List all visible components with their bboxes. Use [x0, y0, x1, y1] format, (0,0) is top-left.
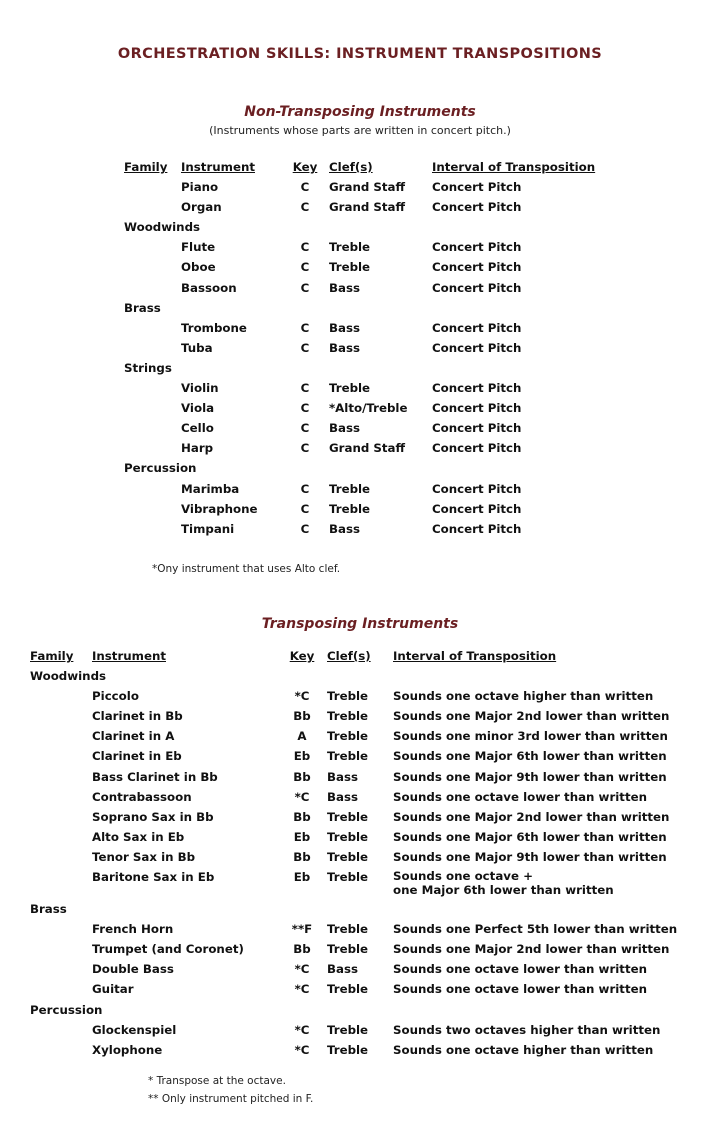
non-transposing-heading: Non-Transposing Instruments — [244, 104, 476, 120]
table-row — [30, 746, 690, 766]
instrument-cell: Clarinet in Bb — [92, 709, 183, 724]
family-label: Percussion — [30, 1002, 103, 1017]
key-cell: Bb — [293, 809, 311, 824]
family-label: Strings — [124, 360, 172, 375]
interval-cell: Concert Pitch — [432, 260, 522, 275]
family-cell — [124, 197, 181, 217]
interval-cell: Sounds one octave higher than written — [393, 1042, 654, 1057]
family-cell — [124, 418, 181, 438]
table-row — [30, 979, 690, 999]
col-header-key: Key — [289, 649, 315, 663]
interval-cell: Sounds one Major 9th lower than written — [393, 769, 667, 784]
table-row — [30, 939, 690, 959]
instrument-cell: Vibraphone — [181, 501, 258, 516]
table-row — [124, 479, 624, 499]
instrument-cell: Trombone — [181, 320, 247, 335]
family-cell — [124, 338, 181, 358]
interval-cell: Concert Pitch — [432, 421, 522, 436]
clef-cell: Bass — [329, 320, 360, 335]
instrument-cell: Clarinet in A — [92, 729, 175, 744]
non-transposing-table — [124, 157, 624, 539]
interval-cell: Concert Pitch — [432, 280, 522, 295]
key-cell: C — [300, 280, 310, 295]
key-cell: C — [300, 340, 310, 355]
interval-cell: Concert Pitch — [432, 320, 522, 335]
col-header-instrument: Instrument — [181, 160, 255, 174]
interval-cell: Sounds one Major 9th lower than written — [393, 849, 667, 864]
instrument-cell: Bass Clarinet in Bb — [92, 769, 218, 784]
table-row — [30, 959, 690, 979]
instrument-cell: Guitar — [92, 982, 134, 997]
document-title: ORCHESTRATION SKILLS: INSTRUMENT TRANSPOSITIONS — [117, 46, 603, 62]
family-cell — [30, 726, 92, 746]
table-row — [124, 398, 624, 418]
interval-cell: Concert Pitch — [432, 481, 522, 496]
family-cell — [30, 919, 92, 939]
family-cell — [30, 939, 92, 959]
key-cell: C — [300, 401, 310, 416]
interval-cell: Sounds one Major 6th lower than written — [393, 749, 667, 764]
key-cell: C — [300, 260, 310, 275]
key-cell: C — [300, 421, 310, 436]
family-label: Percussion — [124, 461, 197, 476]
instrument-cell: Cello — [181, 421, 214, 436]
interval-line: one Major 6th lower than written — [393, 883, 614, 898]
family-label: Woodwinds — [124, 220, 201, 235]
table-row — [124, 318, 624, 338]
table-row — [124, 257, 624, 277]
key-cell: Eb — [293, 870, 311, 885]
interval-cell: Sounds two octaves higher than written — [393, 1022, 661, 1037]
table-row — [124, 177, 624, 197]
clef-cell: Treble — [329, 381, 371, 396]
col-header-family: Family — [124, 160, 168, 174]
octave-footnote: * Transpose at the octave. — [148, 1075, 286, 1087]
key-cell: C — [300, 501, 310, 516]
family-row — [30, 666, 690, 686]
alto-clef-footnote: *Ony instrument that uses Alto clef. — [152, 563, 341, 575]
interval-cell: Concert Pitch — [432, 340, 522, 355]
family-row — [124, 298, 624, 318]
family-cell — [124, 318, 181, 338]
clef-cell: Bass — [329, 340, 360, 355]
key-cell: C — [300, 240, 310, 255]
interval-cell: Concert Pitch — [432, 521, 522, 536]
family-cell — [30, 847, 92, 867]
clef-cell: Treble — [327, 942, 369, 957]
non-transposing-subheading: (Instruments whose parts are written in concert pitch.) — [209, 124, 511, 137]
key-cell: C — [300, 320, 310, 335]
table-row — [30, 807, 690, 827]
table-row — [30, 686, 690, 706]
instrument-cell: Violin — [181, 381, 219, 396]
clef-cell: Treble — [327, 1042, 369, 1057]
table-row — [30, 787, 690, 807]
key-cell: Bb — [293, 942, 311, 957]
instrument-cell: Oboe — [181, 260, 216, 275]
clef-cell: Treble — [329, 260, 371, 275]
family-cell — [30, 959, 92, 979]
instrument-cell: Piccolo — [92, 689, 139, 704]
clef-cell: Treble — [327, 849, 369, 864]
family-cell — [30, 767, 92, 787]
family-cell — [30, 787, 92, 807]
instrument-cell: Glockenspiel — [92, 1022, 177, 1037]
instrument-cell: Xylophone — [92, 1042, 163, 1057]
table-row — [30, 919, 690, 939]
table-row — [124, 378, 624, 398]
family-cell — [124, 278, 181, 298]
clef-cell: Grand Staff — [329, 180, 406, 195]
clef-cell: Treble — [327, 922, 369, 937]
clef-cell: Treble — [327, 809, 369, 824]
table-row — [30, 827, 690, 847]
family-cell — [124, 378, 181, 398]
instrument-cell: Tuba — [181, 340, 213, 355]
table-row — [124, 519, 624, 539]
instrument-cell: French Horn — [92, 922, 174, 937]
key-cell: *C — [294, 1022, 310, 1037]
col-header-interval: Interval of Transposition — [393, 649, 557, 663]
clef-cell: Bass — [329, 421, 360, 436]
family-cell — [30, 1020, 92, 1040]
instrument-cell: Tenor Sax in Bb — [92, 849, 196, 864]
instrument-cell: Clarinet in Eb — [92, 749, 182, 764]
instrument-cell: Baritone Sax in Eb — [92, 870, 215, 885]
family-cell — [124, 237, 181, 257]
family-cell — [30, 807, 92, 827]
family-label: Woodwinds — [30, 669, 107, 684]
interval-cell: Sounds one Major 2nd lower than written — [393, 942, 670, 957]
instrument-cell: Trumpet (and Coronet) — [92, 942, 244, 957]
instrument-cell: Contrabassoon — [92, 789, 192, 804]
interval-cell: Sounds one octave higher than written — [393, 689, 654, 704]
family-cell — [30, 686, 92, 706]
family-row — [124, 217, 624, 237]
col-header-instrument: Instrument — [92, 649, 166, 663]
table-row — [30, 1020, 690, 1040]
key-cell: C — [300, 180, 310, 195]
clef-cell: Treble — [327, 749, 369, 764]
table-row — [124, 338, 624, 358]
clef-cell: Treble — [329, 501, 371, 516]
family-cell — [30, 827, 92, 847]
transposing-heading: Transposing Instruments — [261, 616, 459, 632]
col-header-clef: Clef(s) — [327, 649, 371, 663]
table-row — [30, 726, 690, 746]
interval-cell — [393, 867, 690, 899]
key-cell: A — [297, 729, 307, 744]
table-row — [124, 438, 624, 458]
family-cell — [30, 867, 92, 899]
interval-cell: Sounds one Major 2nd lower than written — [393, 809, 670, 824]
clef-cell: Bass — [327, 789, 358, 804]
key-cell: *C — [294, 789, 310, 804]
key-cell: C — [300, 481, 310, 496]
col-header-clef: Clef(s) — [329, 160, 373, 174]
key-cell: *C — [294, 1042, 310, 1057]
instrument-cell: Marimba — [181, 481, 240, 496]
clef-cell: Treble — [327, 729, 369, 744]
interval-cell: Sounds one Perfect 5th lower than written — [393, 922, 678, 937]
family-label: Brass — [124, 300, 161, 315]
interval-cell: Sounds one octave lower than written — [393, 789, 647, 804]
clef-cell: Grand Staff — [329, 441, 406, 456]
key-cell: Bb — [293, 709, 311, 724]
clef-cell: Treble — [327, 870, 369, 885]
clef-cell: Treble — [327, 709, 369, 724]
instrument-cell: Flute — [181, 240, 216, 255]
key-cell: Eb — [293, 749, 311, 764]
interval-cell: Sounds one minor 3rd lower than written — [393, 729, 668, 744]
key-cell: C — [300, 441, 310, 456]
family-row — [124, 358, 624, 378]
family-cell — [124, 438, 181, 458]
table-header-row — [30, 646, 690, 666]
clef-cell: Bass — [327, 962, 358, 977]
table-row — [30, 847, 690, 867]
interval-cell: Sounds one Major 2nd lower than written — [393, 709, 670, 724]
instrument-cell: Viola — [181, 401, 215, 416]
table-row — [30, 706, 690, 726]
key-cell: C — [300, 381, 310, 396]
instrument-cell: Harp — [181, 441, 214, 456]
key-cell: *C — [294, 962, 310, 977]
key-cell: *C — [294, 982, 310, 997]
clef-cell: Bass — [327, 769, 358, 784]
col-header-interval: Interval of Transposition — [432, 160, 596, 174]
instrument-cell: Timpani — [181, 521, 235, 536]
clef-cell: Treble — [327, 689, 369, 704]
key-cell: C — [300, 521, 310, 536]
family-label: Brass — [30, 902, 67, 917]
interval-cell: Sounds one octave lower than written — [393, 982, 647, 997]
table-row — [124, 418, 624, 438]
family-row — [30, 899, 690, 919]
family-cell — [30, 1040, 92, 1060]
clef-cell: *Alto/Treble — [329, 401, 408, 416]
family-cell — [30, 746, 92, 766]
table-row — [30, 867, 690, 899]
key-cell: C — [300, 200, 310, 215]
key-cell: Bb — [293, 849, 311, 864]
interval-cell: Sounds one Major 6th lower than written — [393, 829, 667, 844]
table-header-row — [124, 157, 624, 177]
transposing-table — [30, 646, 690, 1060]
clef-cell: Treble — [327, 982, 369, 997]
table-row — [124, 197, 624, 217]
clef-cell: Grand Staff — [329, 200, 406, 215]
table-row — [30, 767, 690, 787]
key-cell: Bb — [293, 769, 311, 784]
clef-cell: Treble — [329, 240, 371, 255]
key-cell: Eb — [293, 829, 311, 844]
family-cell — [30, 979, 92, 999]
interval-cell: Sounds one octave lower than written — [393, 962, 647, 977]
instrument-cell: Soprano Sax in Bb — [92, 809, 214, 824]
table-row — [124, 237, 624, 257]
instrument-cell: Piano — [181, 180, 219, 195]
interval-cell: Concert Pitch — [432, 501, 522, 516]
clef-cell: Treble — [329, 481, 371, 496]
interval-line: Sounds one octave + — [393, 869, 533, 884]
family-cell — [124, 257, 181, 277]
interval-cell: Concert Pitch — [432, 401, 522, 416]
interval-cell: Concert Pitch — [432, 180, 522, 195]
f-pitch-footnote: ** Only instrument pitched in F. — [148, 1093, 314, 1105]
family-cell — [124, 177, 181, 197]
col-header-family: Family — [30, 649, 74, 663]
table-row — [124, 499, 624, 519]
clef-cell: Bass — [329, 521, 360, 536]
instrument-cell: Organ — [181, 200, 222, 215]
clef-cell: Bass — [329, 280, 360, 295]
instrument-cell: Double Bass — [92, 962, 174, 977]
family-cell — [124, 398, 181, 418]
family-cell — [124, 499, 181, 519]
key-cell: *C — [294, 689, 310, 704]
interval-cell: Concert Pitch — [432, 240, 522, 255]
clef-cell: Treble — [327, 829, 369, 844]
family-row — [30, 1000, 690, 1020]
instrument-cell: Alto Sax in Eb — [92, 829, 185, 844]
instrument-cell: Bassoon — [181, 280, 237, 295]
col-header-key: Key — [292, 160, 318, 174]
family-cell — [124, 479, 181, 499]
table-row — [124, 278, 624, 298]
family-row — [124, 458, 624, 478]
interval-cell: Concert Pitch — [432, 200, 522, 215]
family-cell — [124, 519, 181, 539]
key-cell: **F — [291, 922, 313, 937]
interval-cell: Concert Pitch — [432, 441, 522, 456]
family-cell — [30, 706, 92, 726]
interval-cell: Concert Pitch — [432, 381, 522, 396]
clef-cell: Treble — [327, 1022, 369, 1037]
table-row — [30, 1040, 690, 1060]
